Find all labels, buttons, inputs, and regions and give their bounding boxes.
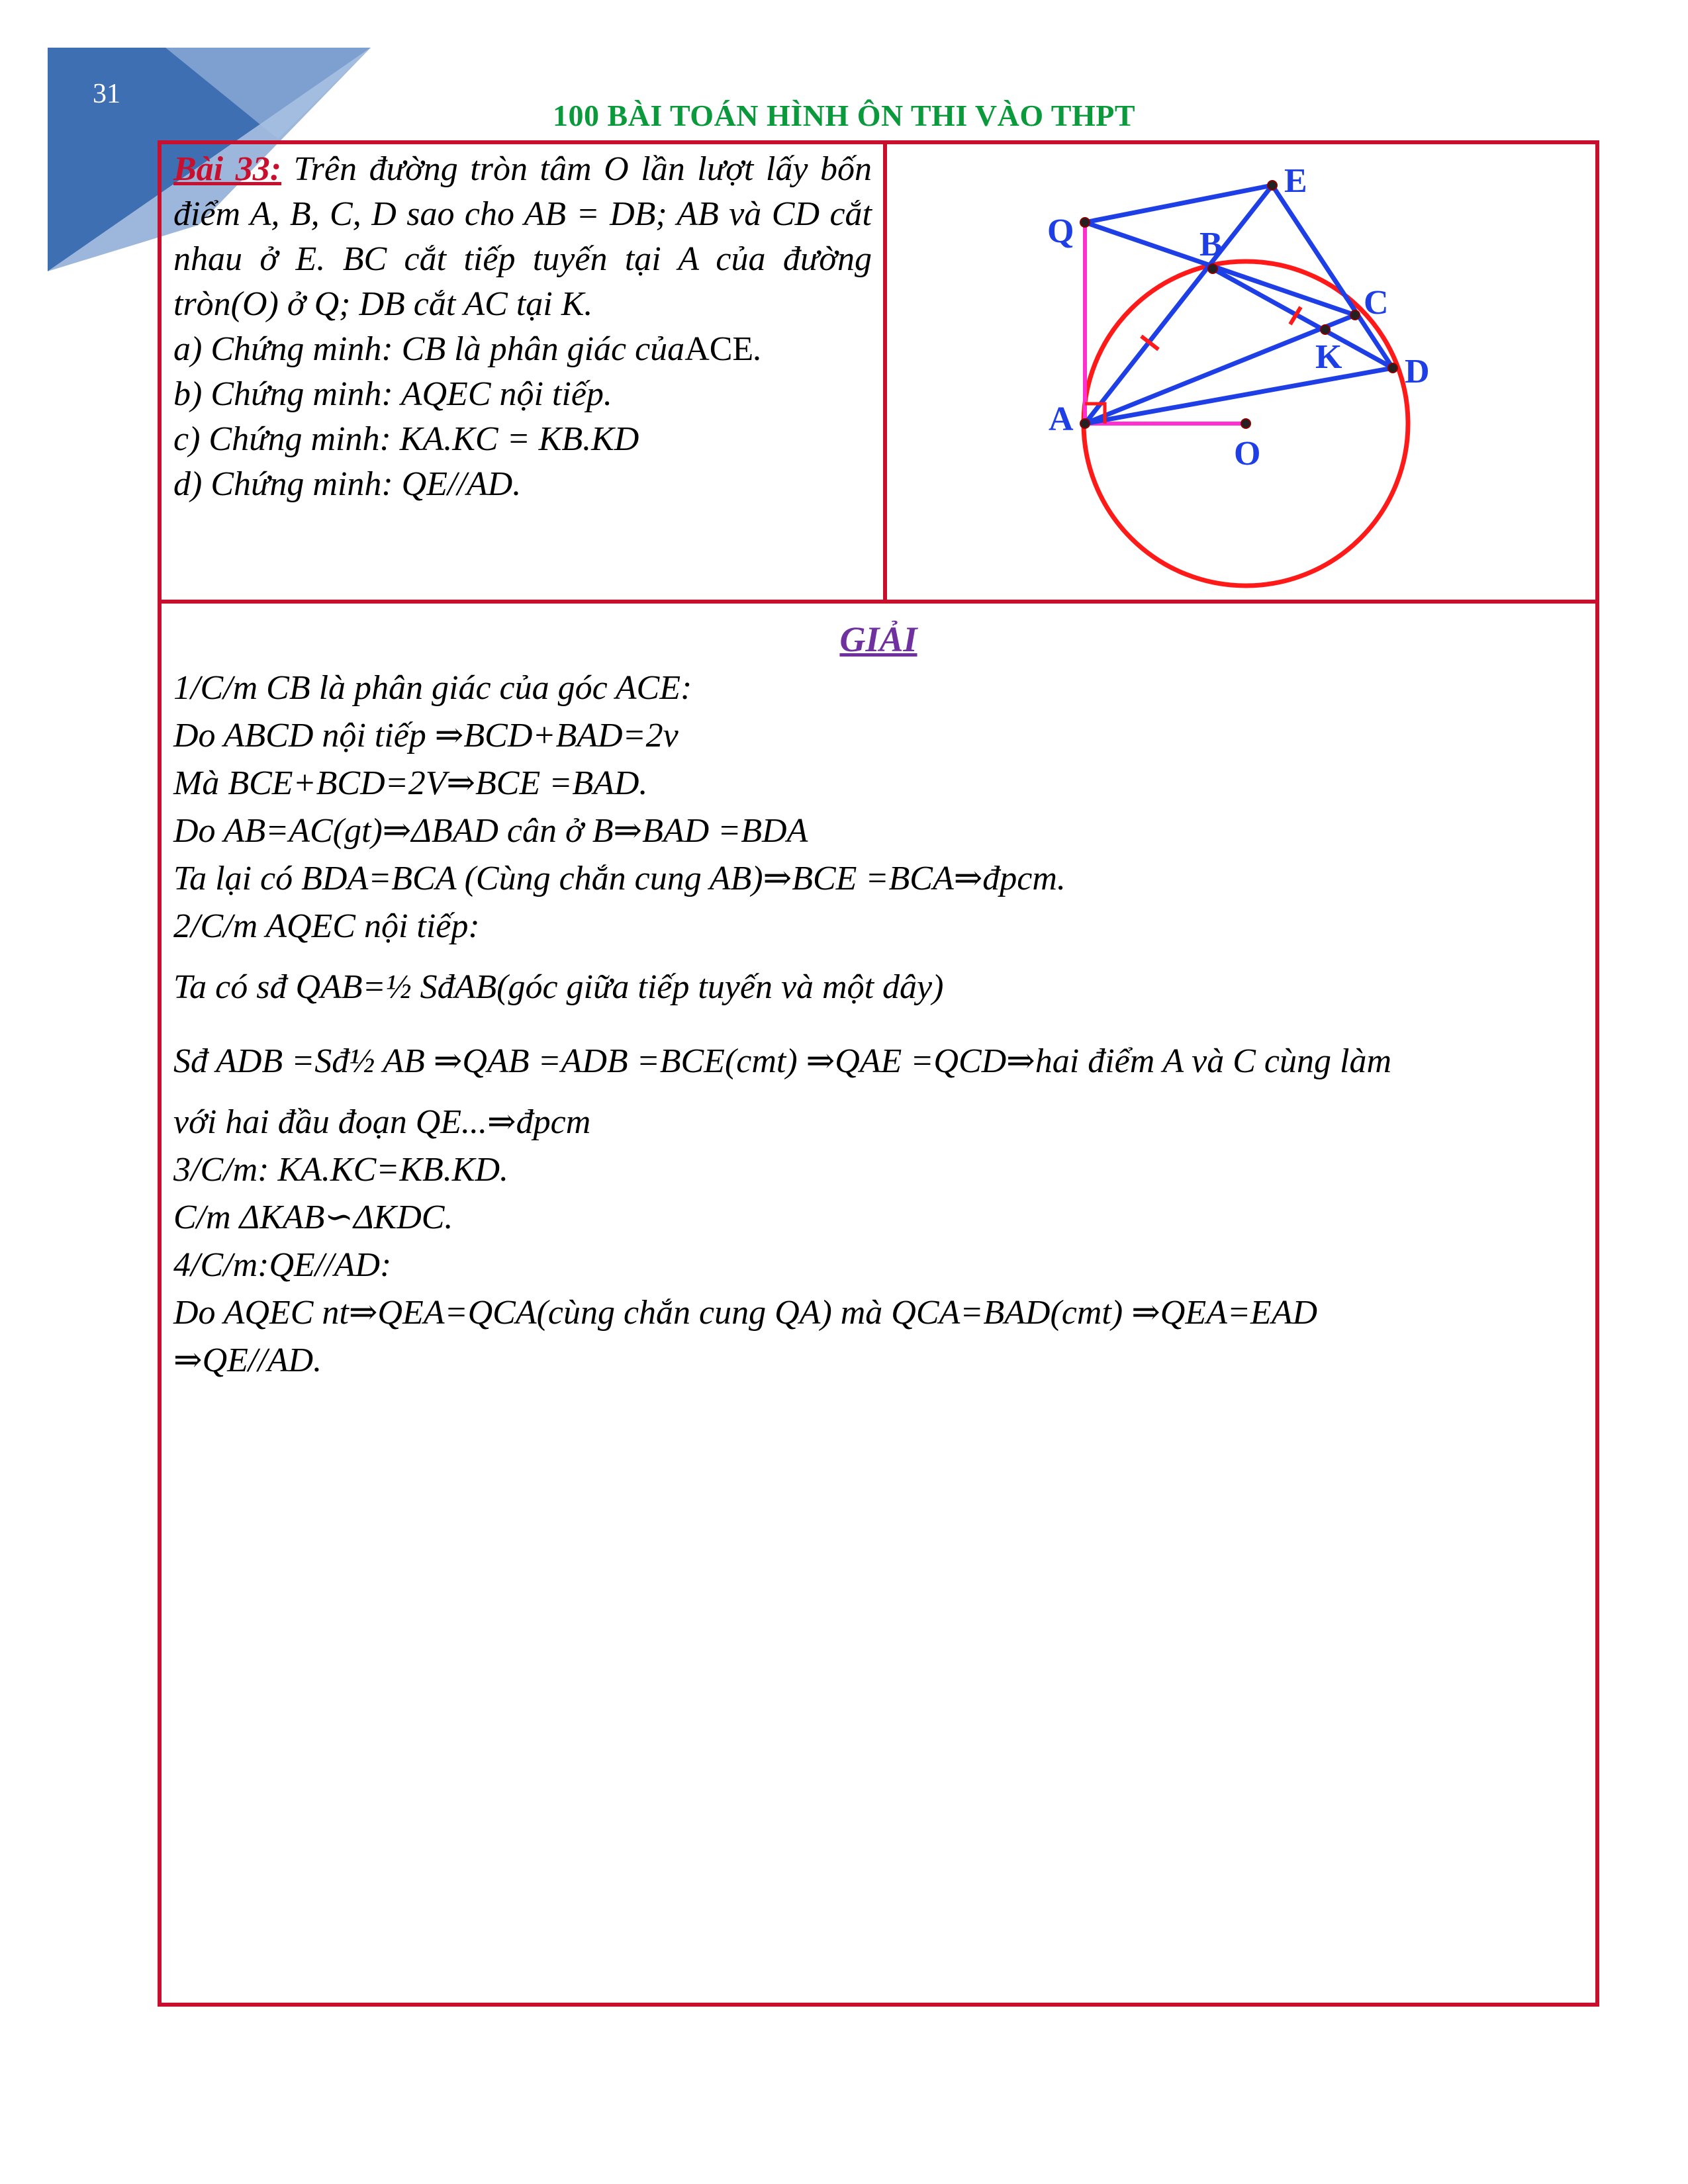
header-title: 100 BÀI TOÁN HÌNH ÔN THI VÀO THPT — [552, 99, 1136, 132]
problem-label: Bài 33: — [173, 150, 282, 188]
point-b — [1208, 264, 1217, 273]
solution-line: Sđ ADB =Sđ½ AB ⇒QAB =ADB =BCE(cmt) ⇒QAE =QCD⇒hai điểm A và C cùng làm — [173, 1042, 1392, 1080]
solution-line: 2/C/m AQEC nội tiếp: — [173, 907, 480, 945]
solution-line: 3/C/m: KA.KC=KB.KD. — [173, 1151, 509, 1189]
geometry-figure — [888, 144, 1595, 597]
solution-line: Do AQEC nt⇒QEA=QCA(cùng chắn cung QA) mà QCA=BAD(cmt) ⇒QEA=EAD — [173, 1294, 1318, 1332]
problem-item-b: b) Chứng minh: AQEC nội tiếp. — [173, 375, 612, 413]
frame-divider-horizontal — [158, 600, 1599, 604]
page-number: 31 — [93, 79, 120, 109]
point-e — [1268, 181, 1277, 190]
point-a — [1080, 419, 1090, 428]
frame-divider-vertical — [883, 140, 887, 602]
label-b: B — [1199, 226, 1223, 263]
solution-line: Ta có sđ QAB=½ SđAB(góc giữa tiếp tuyến và một dây) — [173, 968, 944, 1006]
solution-line: với hai đầu đoạn QE...⇒đpcm — [173, 1103, 591, 1141]
label-e: E — [1284, 162, 1307, 200]
solution-line: 4/C/m:QE//AD: — [173, 1246, 392, 1284]
problem-item-d: d) Chứng minh: QE//AD. — [173, 465, 522, 503]
solution-line: 1/C/m CB là phân giác của góc ACE: — [173, 669, 692, 707]
label-c: C — [1364, 284, 1389, 322]
item-a-suffix: . — [753, 330, 763, 368]
point-q — [1080, 218, 1090, 227]
solution-line: Ta lại có BDA=BCA (Cùng chắn cung AB)⇒BCE =BCA⇒đpcm. — [173, 860, 1066, 897]
item-a-angle: ACE — [684, 330, 754, 368]
point-c — [1350, 310, 1360, 320]
point-k — [1321, 325, 1330, 334]
segment-qe — [1085, 185, 1272, 222]
solution-section — [173, 615, 1583, 1385]
label-a: A — [1049, 400, 1074, 438]
problem-item-c: c) Chứng minh: KA.KC = KB.KD — [173, 420, 639, 458]
solution-line: C/m ΔKAB∽ΔKDC. — [173, 1199, 453, 1236]
problem-intro-text: Trên đường tròn tâm O lần lượt lấy bốn điểm A, B, C, D sao cho AB = DB; AB và CD cắt nhau ở E. BC cắt tiếp tuyến tại A của đường tròn(O) ở Q; DB cắt AC tại K. — [173, 150, 872, 323]
label-o: O — [1234, 435, 1261, 473]
label-q: Q — [1047, 212, 1074, 250]
item-a-text: a) Chứng minh: CB là phân giác của — [173, 330, 685, 368]
label-d: D — [1405, 353, 1430, 390]
solution-title: GIẢI — [839, 619, 917, 659]
segment-ad — [1085, 368, 1393, 424]
problem-intro — [173, 147, 872, 327]
point-o — [1241, 419, 1250, 428]
solution-line: Do ABCD nội tiếp ⇒BCD+BAD=2v — [173, 717, 679, 754]
solution-line: ⇒QE//AD. — [173, 1342, 322, 1379]
solution-line: Mà BCE+BCD=2V⇒BCE =BAD. — [173, 764, 648, 802]
problem-statement — [173, 147, 872, 507]
problem-item-a — [173, 327, 872, 372]
point-d — [1388, 363, 1397, 373]
solution-line: Do AB=AC(gt)⇒ΔBAD cân ở B⇒BAD =BDA — [173, 812, 808, 850]
label-k: K — [1315, 338, 1342, 376]
